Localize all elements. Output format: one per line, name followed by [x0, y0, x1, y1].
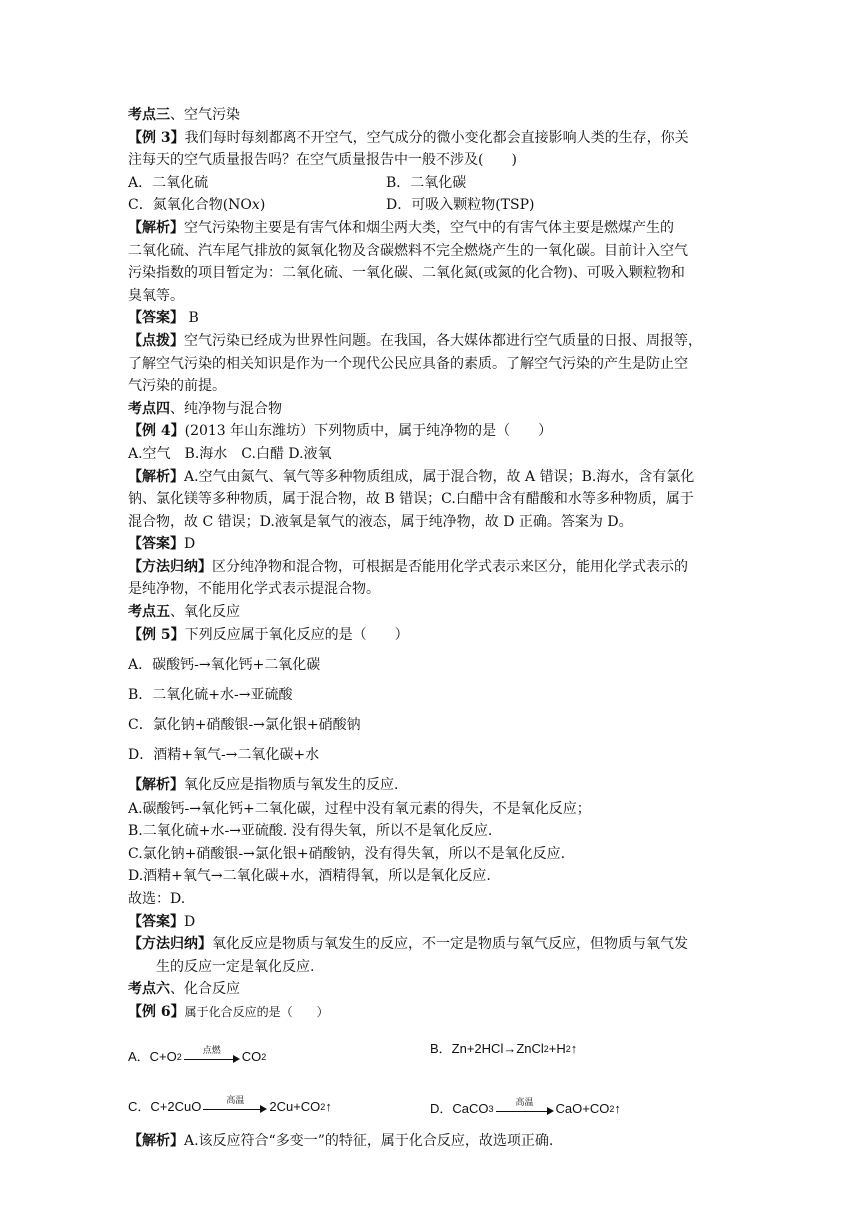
formula-option-a: A．C+O 2 点燃 CO 2 [128, 1046, 266, 1068]
analysis-3-l4: 臭氧等。 [128, 287, 184, 304]
example-3-question: 【例 3】我们每时每刻都离不开空气，空气成分的微小变化都会直接影响人类的生存，你关 [128, 129, 689, 146]
reaction-arrow: 高温 [496, 1102, 554, 1120]
analysis-5-l4: C.氯化钠+硝酸银-→氯化银+硝酸钠，没有得失氧，所以不是氧化反应. [128, 845, 566, 862]
answer-5: 【答案】D [128, 913, 196, 930]
reaction-arrow: 高温 [203, 1100, 267, 1118]
example-5-option-a: A．碳酸钙-→氧化钙+二氧化碳 [128, 656, 321, 673]
tip-3-l3: 气污染的前提。 [128, 378, 226, 395]
formula-option-c: C．C+2CuO 高温 2Cu+CO 2 ↑ [128, 1096, 332, 1118]
formula-row-cd [128, 1072, 768, 1124]
section-6-title: 考点六、化合反应 [128, 981, 240, 998]
method-5-l1: 【方法归纳】氧化反应是物质与氧发生的反应，不一定是物质与氧气反应，但物质与氧气发 [128, 936, 688, 953]
example-5-option-c: C．氯化钠+硝酸银-→氯化银+硝酸钠 [128, 716, 361, 733]
method-5-l2: 生的反应一定是氧化反应. [156, 958, 315, 975]
example-5-question: 【例 5】下列反应属于氧化反应的是（ ） [128, 626, 409, 643]
analysis-5-l5: D.酒精+氧气→二氧化碳+水，酒精得氧，所以是氧化反应. [128, 868, 491, 885]
analysis-5-l6: 故选：D. [128, 891, 186, 908]
option-b: B．二氧化碳 [386, 174, 467, 191]
option-c: C．氮氧化合物(NOx) [128, 197, 266, 214]
option-a: A．二氧化硫 [128, 174, 209, 191]
reaction-arrow: 点燃 [184, 1050, 240, 1068]
example-3-options-cd [128, 194, 768, 217]
formula-option-d: D．CaCO 3 高温 CaO+CO 2 ↑ [430, 1098, 621, 1120]
answer-3: 【答案】 B [128, 310, 199, 327]
document-page [128, 104, 768, 1152]
section-5-title: 考点五、氧化反应 [128, 604, 240, 621]
example-4-question: 【例 4】(2013 年山东潍坊）下列物质中，属于纯净物的是（ ） [128, 423, 553, 440]
analysis-5-l3: B.二氧化硫+水-→亚硫酸. 没有得失氧，所以不是氧化反应. [128, 823, 493, 840]
analysis-5-l2: A.碳酸钙-→氧化钙+二氧化碳，过程中没有氧元素的得失，不是氧化反应； [128, 800, 591, 817]
example-3-options-ab [128, 172, 768, 195]
analysis-4-l1: 【解析】A.空气由氮气、氧气等多种物质组成，属于混合物，故 A 错误；B.海水，含有氯化 [128, 468, 695, 485]
analysis-4-l2: 钠、氯化镁等多种物质，属于混合物，故 B 错误；C.白醋中含有醋酸和水等多种物质，属于 [128, 491, 694, 508]
example-5-option-b: B．二氧化硫+水-→亚硫酸 [128, 686, 293, 703]
option-d: D．可吸入颗粒物(TSP) [386, 197, 535, 214]
method-4-l2: 是纯净物，不能用化学式表示提混合物。 [128, 581, 380, 598]
analysis-6-l1: 【解析】A.该反应符合“多变一”的特征，属于化合反应，故选项正确. [128, 1132, 554, 1149]
formula-option-b: B．Zn+2HCl→ZnCl 2 +H 2 ↑ [430, 1040, 578, 1056]
tip-3-l1: 【点拨】空气污染已经成为世界性问题。在我国，各大媒体都进行空气质量的日报、周报等， [128, 332, 702, 349]
analysis-3-l3: 污染指数的项目暂定为：二氧化硫、一氧化碳、二氧化氮(或氮的化合物)、可吸入颗粒物和 [128, 265, 685, 282]
example-6-question: 【例 6】属于化合反应的是（ ） [128, 1004, 329, 1020]
tip-3-l2: 了解空气污染的相关知识是作为一个现代公民应具备的素质。了解空气污染的产生是防止空 [128, 355, 688, 372]
answer-4: 【答案】D [128, 536, 196, 553]
method-4-l1: 【方法归纳】区分纯净物和混合物，可根据是否能用化学式表示来区分，能用化学式表示的 [128, 558, 688, 575]
example-3-question-cont: 注每天的空气质量报告吗？在空气质量报告中一般不涉及( ) [128, 152, 517, 169]
section-3-title: 考点三、空气污染 [128, 107, 240, 123]
example-4-options: A.空气 B.海水 C.白醋 D.液氧 [128, 445, 332, 462]
formula-row-ab [128, 1028, 768, 1068]
analysis-3-l2: 二氧化硫、汽车尾气排放的氮氧化物及含碳燃料不完全燃烧产生的一氧化碳。目前计入空气 [128, 242, 688, 259]
section-4-title: 考点四、纯净物与混合物 [128, 400, 282, 417]
analysis-3-l1: 【解析】空气污染物主要是有害气体和烟尘两大类，空气中的有害气体主要是燃煤产生的 [128, 219, 674, 236]
analysis-4-l3: 混合物，故 C 错误；D.液氧是氧气的液态，属于纯净物，故 D 正确。答案为 D。 [128, 513, 633, 530]
example-5-option-d: D．酒精+氧气-→二氧化碳+水 [128, 746, 320, 763]
analysis-5-l1: 【解析】氧化反应是指物质与氧发生的反应. [128, 776, 399, 793]
